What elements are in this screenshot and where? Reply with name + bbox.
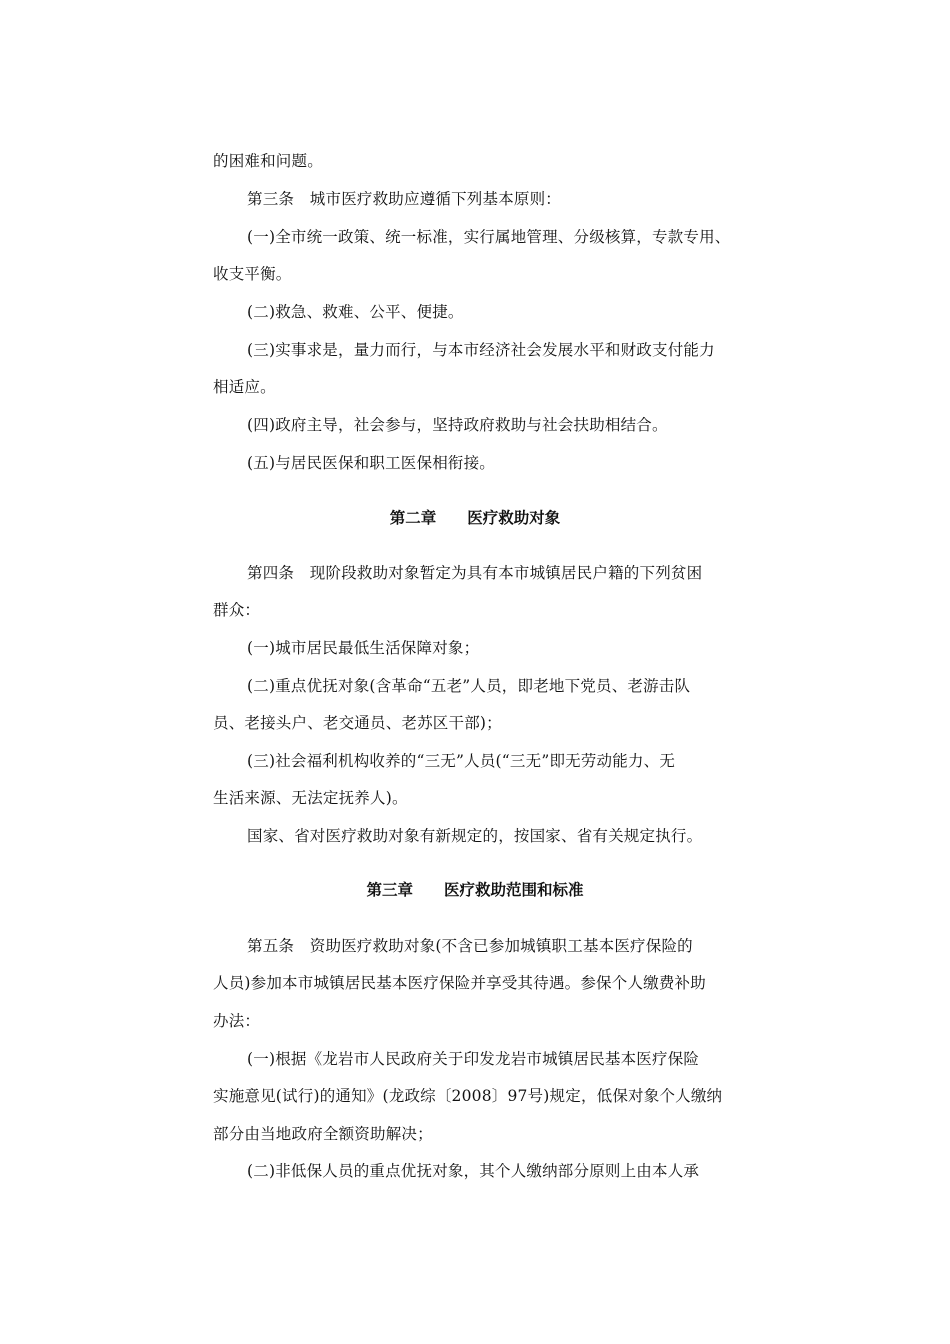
paragraph-line: (一)城市居民最低生活保障对象； [247,639,480,657]
paragraph-line: 人员)参加本市城镇居民基本医疗保险并享受其待遇。参保个人缴费补助 [213,974,706,992]
paragraph-line: (三)社会福利机构收养的“三无”人员(“三无”即无劳动能力、无 [247,752,676,770]
chapter-2-heading: 第二章 医疗救助对象 [389,509,561,527]
paragraph-line: 办法： [213,1012,261,1030]
paragraph-line: 群众： [213,601,261,619]
paragraph-line: 的困难和问题。 [213,152,323,170]
paragraph-line: (二)非低保人员的重点优抚对象，其个人缴纳部分原则上由本人承 [247,1162,700,1180]
paragraph-line: (四)政府主导，社会参与，坚持政府救助与社会扶助相结合。 [247,416,668,434]
article-5-line: 第五条 资助医疗救助对象(不含已参加城镇职工基本医疗保险的 [247,937,693,955]
paragraph-line: (三)实事求是，量力而行，与本市经济社会发展水平和财政支付能力 [247,341,715,359]
article-4-line: 第四条 现阶段救助对象暂定为具有本市城镇居民户籍的下列贫困 [247,564,703,582]
paragraph-line: (二)救急、救难、公平、便捷。 [247,303,464,321]
paragraph-line: 实施意见(试行)的通知》(龙政综〔2008〕97号)规定，低保对象个人缴纳 [213,1087,723,1105]
paragraph-line: 部分由当地政府全额资助解决； [213,1125,433,1143]
paragraph-line: 相适应。 [213,378,276,396]
article-3-line: 第三条 城市医疗救助应遵循下列基本原则： [247,190,562,208]
paragraph-line: (五)与居民医保和职工医保相衔接。 [247,454,495,472]
paragraph-line: (一)全市统一政策、统一标准，实行属地管理、分级核算，专款专用、 [247,228,731,246]
paragraph-line: (一)根据《龙岩市人民政府关于印发龙岩市城镇居民基本医疗保险 [247,1050,700,1068]
chapter-3-heading: 第三章 医疗救助范围和标准 [366,881,584,899]
paragraph-line: (二)重点优抚对象(含革命“五老”人员，即老地下党员、老游击队 [247,677,691,695]
paragraph-line: 国家、省对医疗救助对象有新规定的，按国家、省有关规定执行。 [247,827,703,845]
paragraph-line: 收支平衡。 [213,265,292,283]
paragraph-line: 员、老接头户、老交通员、老苏区干部)； [213,714,502,732]
paragraph-line: 生活来源、无法定抚养人)。 [213,789,408,807]
